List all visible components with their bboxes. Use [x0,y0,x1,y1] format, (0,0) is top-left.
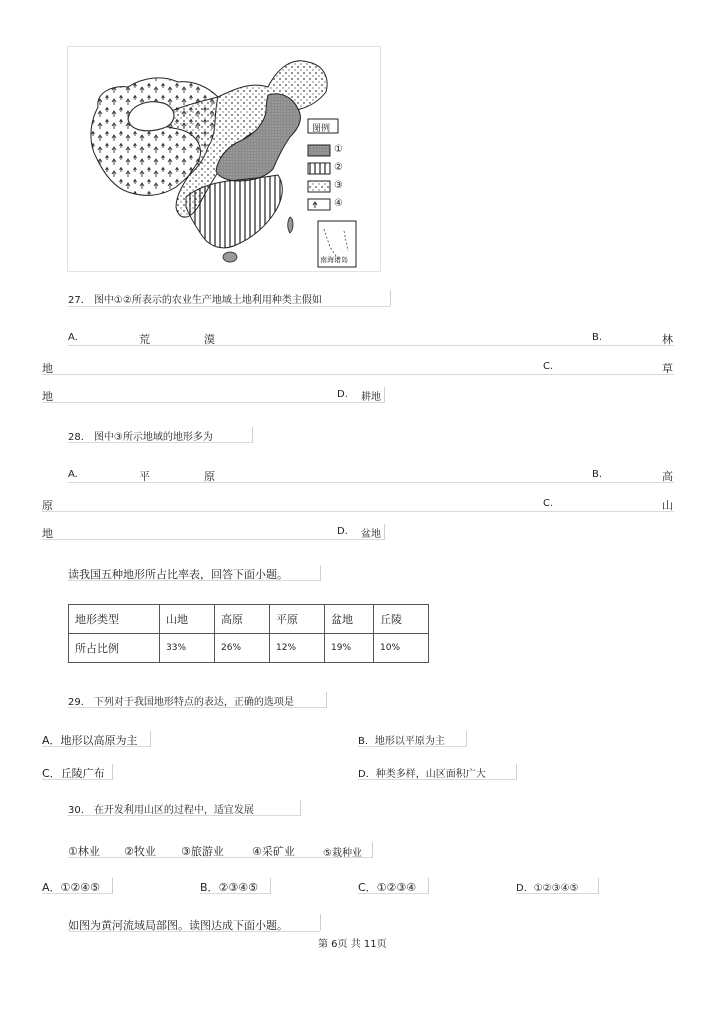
q30-option-c[interactable]: C．①②③④ [358,881,417,894]
q27-option-b-text-2: 地 [42,362,53,375]
q30-item-5: ⑤栽种业 [323,848,362,859]
table-intro: 读我国五种地形所占比率表，回答下面小题。 [68,568,288,581]
table-cell: 33% [160,634,215,663]
q27-option-d-letter[interactable]: D. [337,389,348,400]
table-header-cell: 高原 [215,605,270,634]
q28-option-c-letter[interactable]: C. [543,498,554,509]
table-header-row [69,605,429,634]
q30-option-a[interactable]: A．①②④⑤ [42,881,100,894]
table-cell: 12% [270,634,325,663]
q28-option-b-letter[interactable]: B. [592,469,603,480]
q27-option-a-text-1: 荒 [139,333,150,346]
q27-option-c-text-2: 地 [42,390,53,403]
q27-option-a-letter[interactable]: A. [68,332,78,343]
q30-item-1: ①林业 [68,845,100,858]
q29-option-a[interactable]: A．地形以高原为主 [42,734,138,747]
q27-option-b-letter[interactable]: B. [592,332,603,343]
table-header-cell: 地形类型 [69,605,160,634]
q28-option-a-text-1: 平 [139,470,150,483]
table-header-cell: 丘陵 [374,605,429,634]
q28-option-b-text-2: 原 [42,499,53,512]
q29-option-c[interactable]: C．丘陵广布 [42,767,105,780]
q27-stem: 27． 图中①②所表示的农业生产地域土地利用种类主假如 [68,295,322,306]
q28-option-d-letter[interactable]: D. [337,526,348,537]
legend-item-2: ② [334,162,343,173]
table-cell: 10% [374,634,429,663]
q30-option-d[interactable]: D．①②③④⑤ [516,883,579,894]
q28-option-d-text: 盆地 [361,529,381,540]
q30-option-b[interactable]: B．②③④⑤ [200,881,258,894]
q28-option-c-text-1: 山 [662,499,673,512]
q30-item-2: ②牧业 [124,845,156,858]
legend-item-4: ④ [334,198,343,209]
table-row [69,634,429,663]
q27-option-c-text-1: 草 [662,362,673,375]
q27-option-a-text-2: 漠 [204,333,215,346]
q28-option-c-text-2: 地 [42,527,53,540]
page-footer: 第 6页 共 11页 [318,939,387,950]
q27-option-b-text-1: 林 [662,333,673,346]
q28-option-a-letter[interactable]: A. [68,469,78,480]
table-header-cell: 平原 [270,605,325,634]
q30-stem: 30． 在开发利用山区的过程中，适宜发展 [68,805,254,816]
legend-item-3: ③ [334,180,343,191]
q29-stem: 29． 下列对于我国地形特点的表达，正确的选项是 [68,697,294,708]
table-header-cell: 山地 [160,605,215,634]
q30-item-4: ④采矿业 [252,845,295,858]
terrain-ratio-table [68,604,429,663]
q30-item-3: ③旅游业 [181,845,224,858]
q27-option-c-letter[interactable]: C. [543,361,554,372]
table-cell: 19% [325,634,374,663]
inset-label: 南海诸岛 [320,256,348,264]
table-cell: 26% [215,634,270,663]
table-cell: 所占比例 [69,634,160,663]
q28-option-b-text-1: 高 [662,470,673,483]
q28-stem: 28． 图中③所示地域的地形多为 [68,432,213,443]
table-header-cell: 盆地 [325,605,374,634]
legend-item-1: ① [334,144,343,155]
china-agriculture-map [67,46,381,272]
q28-option-a-text-2: 原 [204,470,215,483]
q27-option-d-text: 耕地 [361,392,381,403]
legend-title: 图例 [312,124,331,134]
map-drawing [68,47,380,271]
q29-option-d[interactable]: D．种类多样，山区面积广大 [358,769,486,780]
q29-option-b[interactable]: B．地形以平原为主 [358,736,445,747]
bottom-intro: 如图为黄河流域局部图。读图达成下面小题。 [68,919,288,932]
